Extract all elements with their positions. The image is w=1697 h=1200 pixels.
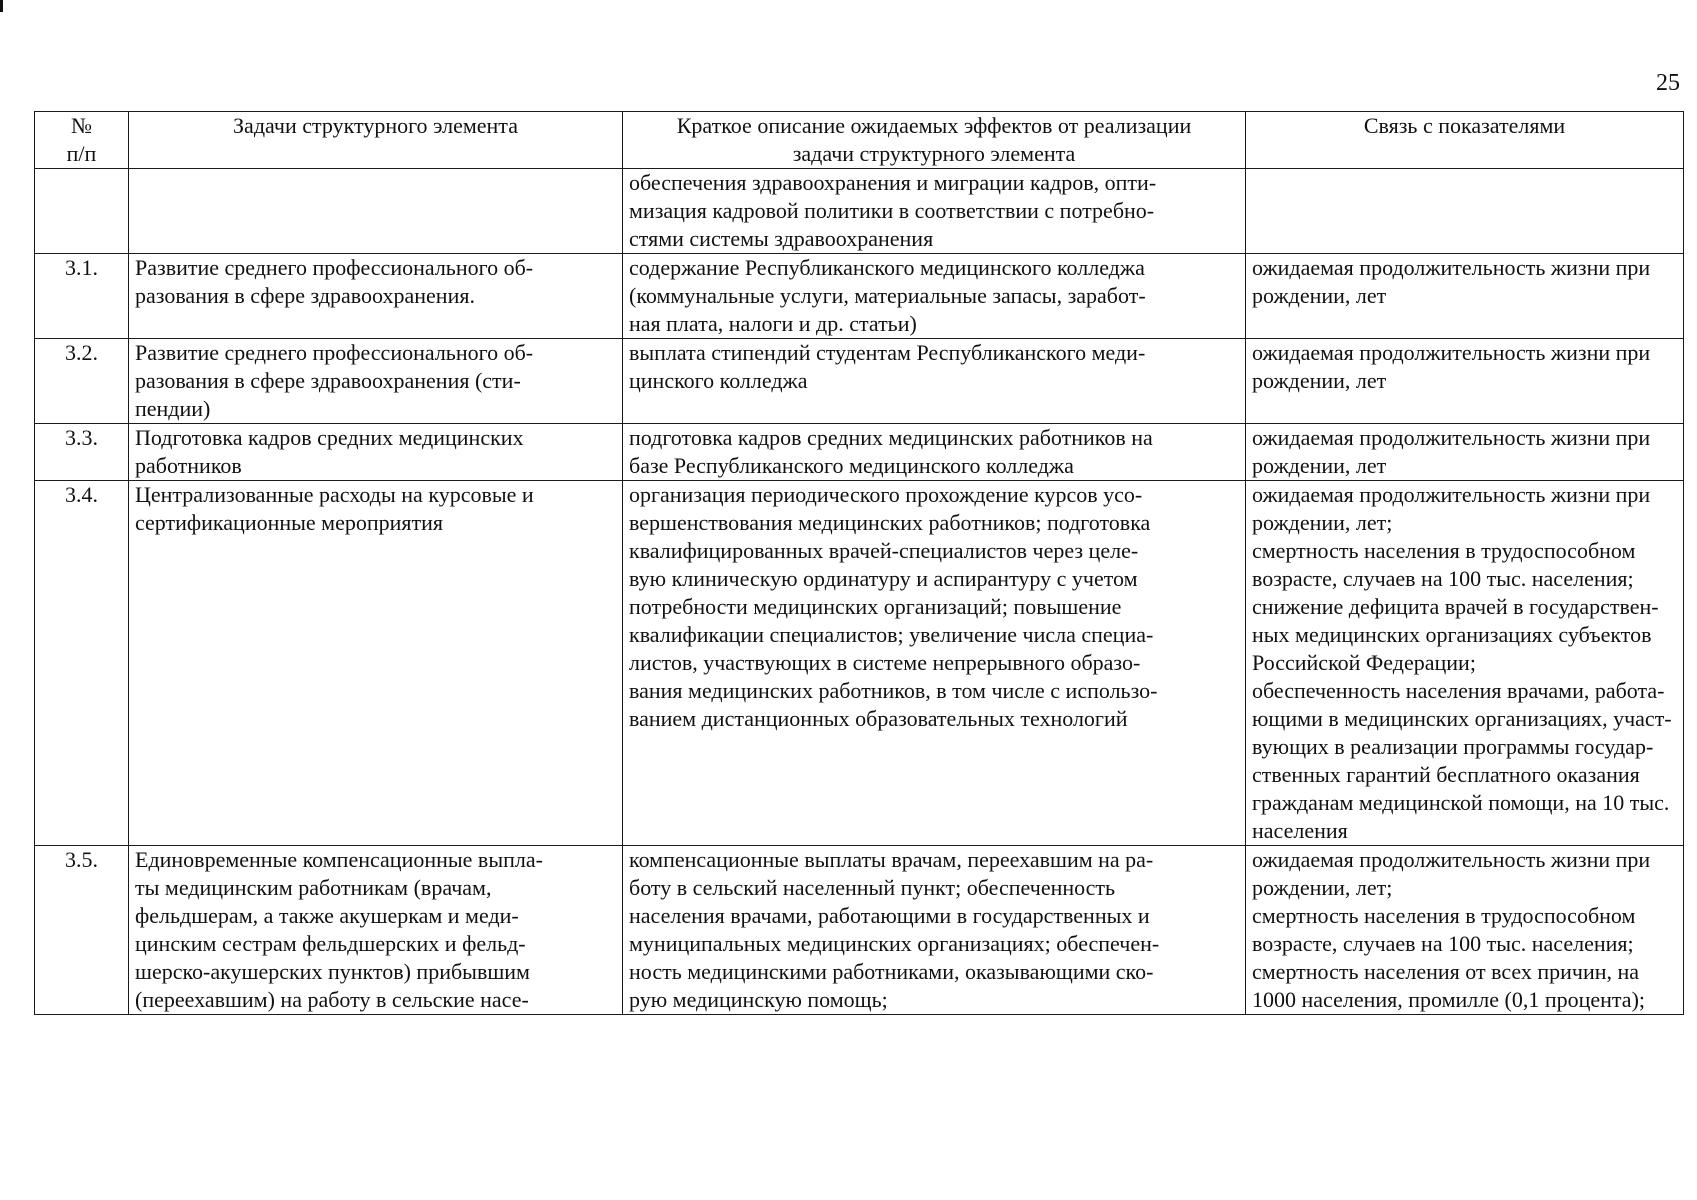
scan-corner-mark — [0, 0, 3, 12]
cell-text-line: цинского колледжа — [629, 368, 808, 393]
row-task — [129, 481, 623, 846]
cell-text-line: 3.4. — [65, 482, 98, 507]
cell-text-line: работников — [135, 453, 242, 478]
cell-text-line: подготовка кадров средних медицинских работников на — [629, 425, 1153, 450]
cell-text-line: вую клиническую ординатуру и аспирантуру с учетом — [629, 566, 1138, 591]
cell-text-line: 1000 населения, промилле (0,1 процента); — [1252, 987, 1646, 1012]
row-task — [129, 846, 623, 1015]
cell-text-line: смертность населения в трудоспособном — [1252, 538, 1636, 563]
cell-text-line: фельдшерам, а также акушеркам и меди- — [135, 903, 519, 928]
cell-text-line: цинским сестрам фельдшерских и фельд- — [135, 931, 526, 956]
row-task — [129, 424, 623, 481]
row-effect — [623, 424, 1246, 481]
table-row-3-2 — [35, 339, 1684, 424]
cell-text-line: рождении, лет; — [1252, 510, 1393, 535]
row-number — [35, 254, 129, 339]
cell-text-line: ожидаемая продолжительность жизни при — [1252, 425, 1651, 450]
cell-text-line: рую медицинскую помощь; — [629, 987, 888, 1012]
cell-text-line: возрасте, случаев на 100 тыс. населения; — [1252, 931, 1634, 956]
table-row-3-5 — [35, 846, 1684, 1015]
table-row-3-4 — [35, 481, 1684, 846]
cell-text-line: ных медицинских организациях субъектов — [1252, 622, 1652, 647]
row-task — [129, 339, 623, 424]
page-number: 25 — [1656, 70, 1680, 96]
cell-text-line: шерско-акушерских пунктов) прибывшим — [135, 959, 530, 984]
cell-text-line: выплата стипендий студентам Республиканского меди- — [629, 340, 1146, 365]
cell-text-line: снижение дефицита врачей в государствен- — [1252, 594, 1659, 619]
cell-text-line: вания медицинских работников, в том числе с использо- — [629, 678, 1158, 703]
cell-text-line: Связь с показателями — [1363, 113, 1566, 138]
cell-text-line: компенсационные выплаты врачам, переехавшим на ра- — [629, 847, 1154, 872]
cell-text-line: Единовременные компенсационные выпла- — [135, 847, 543, 872]
cell-text-line: рождении, лет — [1252, 453, 1387, 478]
cell-text-line: ожидаемая продолжительность жизни при — [1252, 847, 1651, 872]
cell-text-line: мизация кадровой политики в соответствии с потребно- — [629, 198, 1155, 223]
header-number — [35, 112, 129, 169]
row-indicators — [1246, 846, 1684, 1015]
row-effect — [623, 846, 1246, 1015]
cell-text-line: боту в сельский населенный пункт; обеспеченность — [629, 875, 1116, 900]
table-row-3-1 — [35, 254, 1684, 339]
cell-text-line: муниципальных медицинских организациях; обеспечен- — [629, 931, 1160, 956]
program-tasks-table — [34, 111, 1684, 1015]
cell-text-line: содержание Республиканского медицинского колледжа — [629, 255, 1145, 280]
cell-text-line: 3.3. — [65, 425, 98, 450]
row-indicators — [1246, 254, 1684, 339]
cell-text-line: смертность населения в трудоспособном — [1252, 903, 1636, 928]
cell-text-line: Задачи структурного элемента — [233, 113, 518, 138]
cell-text-line: населения — [1252, 818, 1348, 843]
cell-text-line: рождении, лет — [1252, 283, 1387, 308]
row-number — [35, 846, 129, 1015]
cell-text-line: листов, участвующих в системе непрерывного образо- — [629, 650, 1141, 675]
cell-text-line: обеспечения здравоохранения и миграции кадров, опти- — [629, 170, 1157, 195]
cell-text-line: Подготовка кадров средних медицинских — [135, 425, 524, 450]
cell-text-line: ная плата, налоги и др. статьи) — [629, 311, 917, 336]
cell-text-line: ожидаемая продолжительность жизни при — [1252, 255, 1651, 280]
cell-text-line: 3.1. — [65, 255, 98, 280]
cell-text-line: вершенствования медицинских работников; подготовка — [629, 510, 1151, 535]
row-indicators — [1246, 169, 1684, 254]
cell-text-line: ванием дистанционных образовательных технологий — [629, 706, 1128, 731]
cell-text-line: Краткое описание ожидаемых эффектов от реализации — [676, 113, 1192, 138]
row-effect — [623, 254, 1246, 339]
cell-text-line: разования в сфере здравоохранения. — [135, 283, 475, 308]
row-effect — [623, 169, 1246, 254]
row-number — [35, 339, 129, 424]
cell-text-line: базе Республиканского медицинского колледжа — [629, 453, 1074, 478]
header-indicators — [1246, 112, 1684, 169]
cell-text-line: населения врачами, работающими в государственных и — [629, 903, 1150, 928]
cell-text-line: потребности медицинских организаций; повышение — [629, 594, 1122, 619]
cell-text-line: Развитие среднего профессионального об- — [135, 340, 534, 365]
cell-text-line: рождении, лет — [1252, 368, 1387, 393]
row-indicators — [1246, 339, 1684, 424]
cell-text-line: 3.5. — [65, 847, 98, 872]
row-indicators — [1246, 481, 1684, 846]
cell-text-line: ожидаемая продолжительность жизни при — [1252, 482, 1651, 507]
cell-text-line: задачи структурного элемента — [792, 141, 1076, 166]
cell-text-line: сертификационные мероприятия — [135, 510, 444, 535]
table-row-3-3 — [35, 424, 1684, 481]
row-effect — [623, 339, 1246, 424]
cell-text-line: смертность населения от всех причин, на — [1252, 959, 1640, 984]
row-number — [35, 424, 129, 481]
cell-text-line: организация периодического прохождение курсов усо- — [629, 482, 1143, 507]
cell-text-line: ты медицинским работникам (врачам, — [135, 875, 492, 900]
table-header-row — [35, 112, 1684, 169]
header-tasks — [129, 112, 623, 169]
cell-text-line: гражданам медицинской помощи, на 10 тыс. — [1252, 790, 1670, 815]
cell-text-line: Централизованные расходы на курсовые и — [135, 482, 534, 507]
cell-text-line: стями системы здравоохранения — [629, 226, 934, 251]
cell-text-line: квалификации специалистов; увеличение числа специа- — [629, 622, 1154, 647]
cell-text-line: Российской Федерации; — [1252, 650, 1476, 675]
cell-text-line: ожидаемая продолжительность жизни при — [1252, 340, 1651, 365]
cell-text-line: (коммунальные услуги, материальные запасы, заработ- — [629, 283, 1146, 308]
cell-text-line: (переехавшим) на работу в сельские насе- — [135, 987, 529, 1012]
table-row-continuation — [35, 169, 1684, 254]
cell-text-line: пендии) — [135, 396, 211, 421]
cell-text-line: обеспеченность населения врачами, работа- — [1252, 678, 1665, 703]
cell-text-line: разования в сфере здравоохранения (сти- — [135, 368, 521, 393]
row-indicators — [1246, 424, 1684, 481]
cell-text-line: ность медицинскими работниками, оказывающими ско- — [629, 959, 1154, 984]
header-effects — [623, 112, 1246, 169]
row-effect — [623, 481, 1246, 846]
row-number — [35, 481, 129, 846]
cell-text-line: Развитие среднего профессионального об- — [135, 255, 534, 280]
cell-text-line: рождении, лет; — [1252, 875, 1393, 900]
row-number — [35, 169, 129, 254]
cell-text-line: п/п — [66, 141, 97, 166]
cell-text-line: квалифицированных врачей-специалистов через целе- — [629, 538, 1139, 563]
row-task — [129, 254, 623, 339]
cell-text-line: ственных гарантий бесплатного оказания — [1252, 762, 1640, 787]
cell-text-line: вующих в реализации программы государ- — [1252, 734, 1654, 759]
cell-text-line: возрасте, случаев на 100 тыс. населения; — [1252, 566, 1634, 591]
cell-text-line: 3.2. — [65, 340, 98, 365]
cell-text-line: № — [71, 113, 92, 138]
cell-text-line: ющими в медицинских организациях, участ- — [1252, 706, 1672, 731]
row-task — [129, 169, 623, 254]
